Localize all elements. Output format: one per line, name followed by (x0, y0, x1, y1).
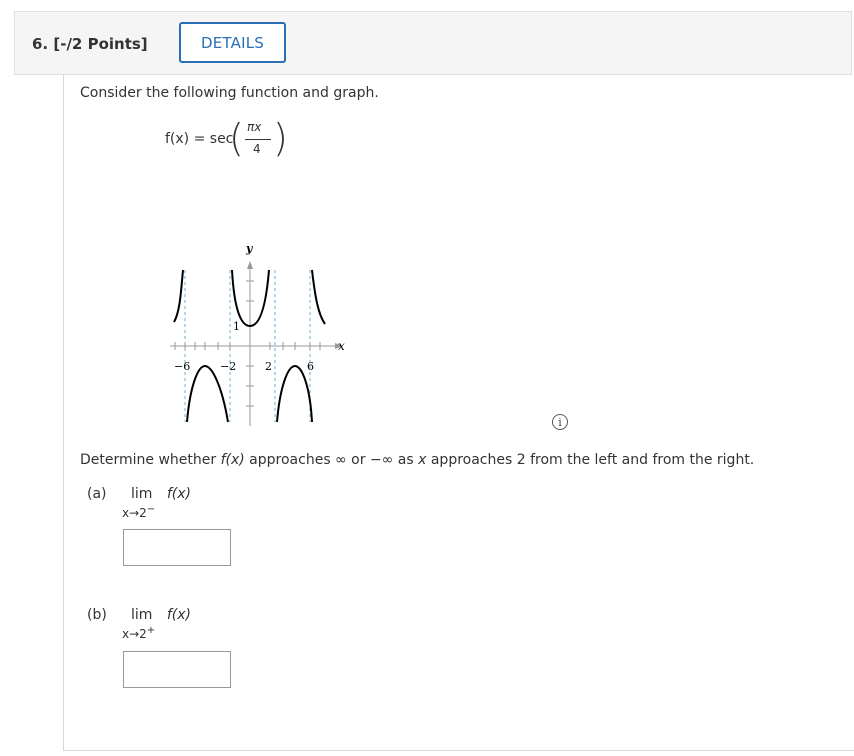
formula-numerator: πx (247, 120, 262, 134)
tick-label-2: 2 (265, 360, 272, 373)
right-paren: ) (273, 116, 288, 160)
part-a-sup: − (146, 504, 156, 515)
details-button[interactable]: DETAILS (179, 22, 286, 63)
part-b-sub: x→2 (122, 627, 147, 641)
formula-denominator: 4 (253, 142, 261, 156)
part-b-answer-input[interactable] (123, 651, 231, 688)
tick-label-neg6: −6 (174, 360, 191, 373)
part-a-sub: x→2 (122, 506, 147, 520)
question-prompt (80, 452, 754, 468)
prompt-x: x (418, 452, 427, 468)
x-axis-label: x (338, 339, 345, 353)
prompt-fx: f(x) (220, 452, 245, 468)
part-a-limit-sub (122, 504, 155, 520)
part-a-fx: f(x) (166, 486, 192, 502)
part-a-limit (131, 486, 191, 502)
tick-label-6: 6 (307, 360, 314, 373)
part-b-limit (131, 607, 191, 623)
part-b-label: (b) (87, 607, 107, 623)
prompt-text-2: approaches ∞ or −∞ as (244, 452, 419, 468)
part-b-sup: + (146, 625, 156, 636)
part-b-lim: lim (131, 607, 153, 623)
part-a-lim: lim (131, 486, 153, 502)
secant-graph (160, 236, 360, 436)
formula-lhs: f(x) = sec (165, 131, 234, 147)
tick-label-1: 1 (233, 320, 240, 333)
prompt-text-1: Determine whether (80, 452, 221, 468)
left-paren: ( (229, 116, 244, 160)
fraction-bar (245, 139, 271, 140)
part-a-answer-input[interactable] (123, 529, 231, 566)
intro-text: Consider the following function and graph. (80, 85, 379, 101)
y-axis-label: y (246, 242, 253, 255)
tick-label-neg2: −2 (220, 360, 237, 373)
part-a-label: (a) (87, 486, 107, 502)
info-icon[interactable]: i (552, 414, 568, 430)
question-header (14, 11, 852, 75)
prompt-text-3: approaches 2 from the left and from the right. (426, 452, 755, 468)
question-number: 6. [-/2 Points] (32, 35, 148, 53)
part-b-fx: f(x) (166, 607, 192, 623)
part-b-limit-sub (122, 625, 155, 641)
